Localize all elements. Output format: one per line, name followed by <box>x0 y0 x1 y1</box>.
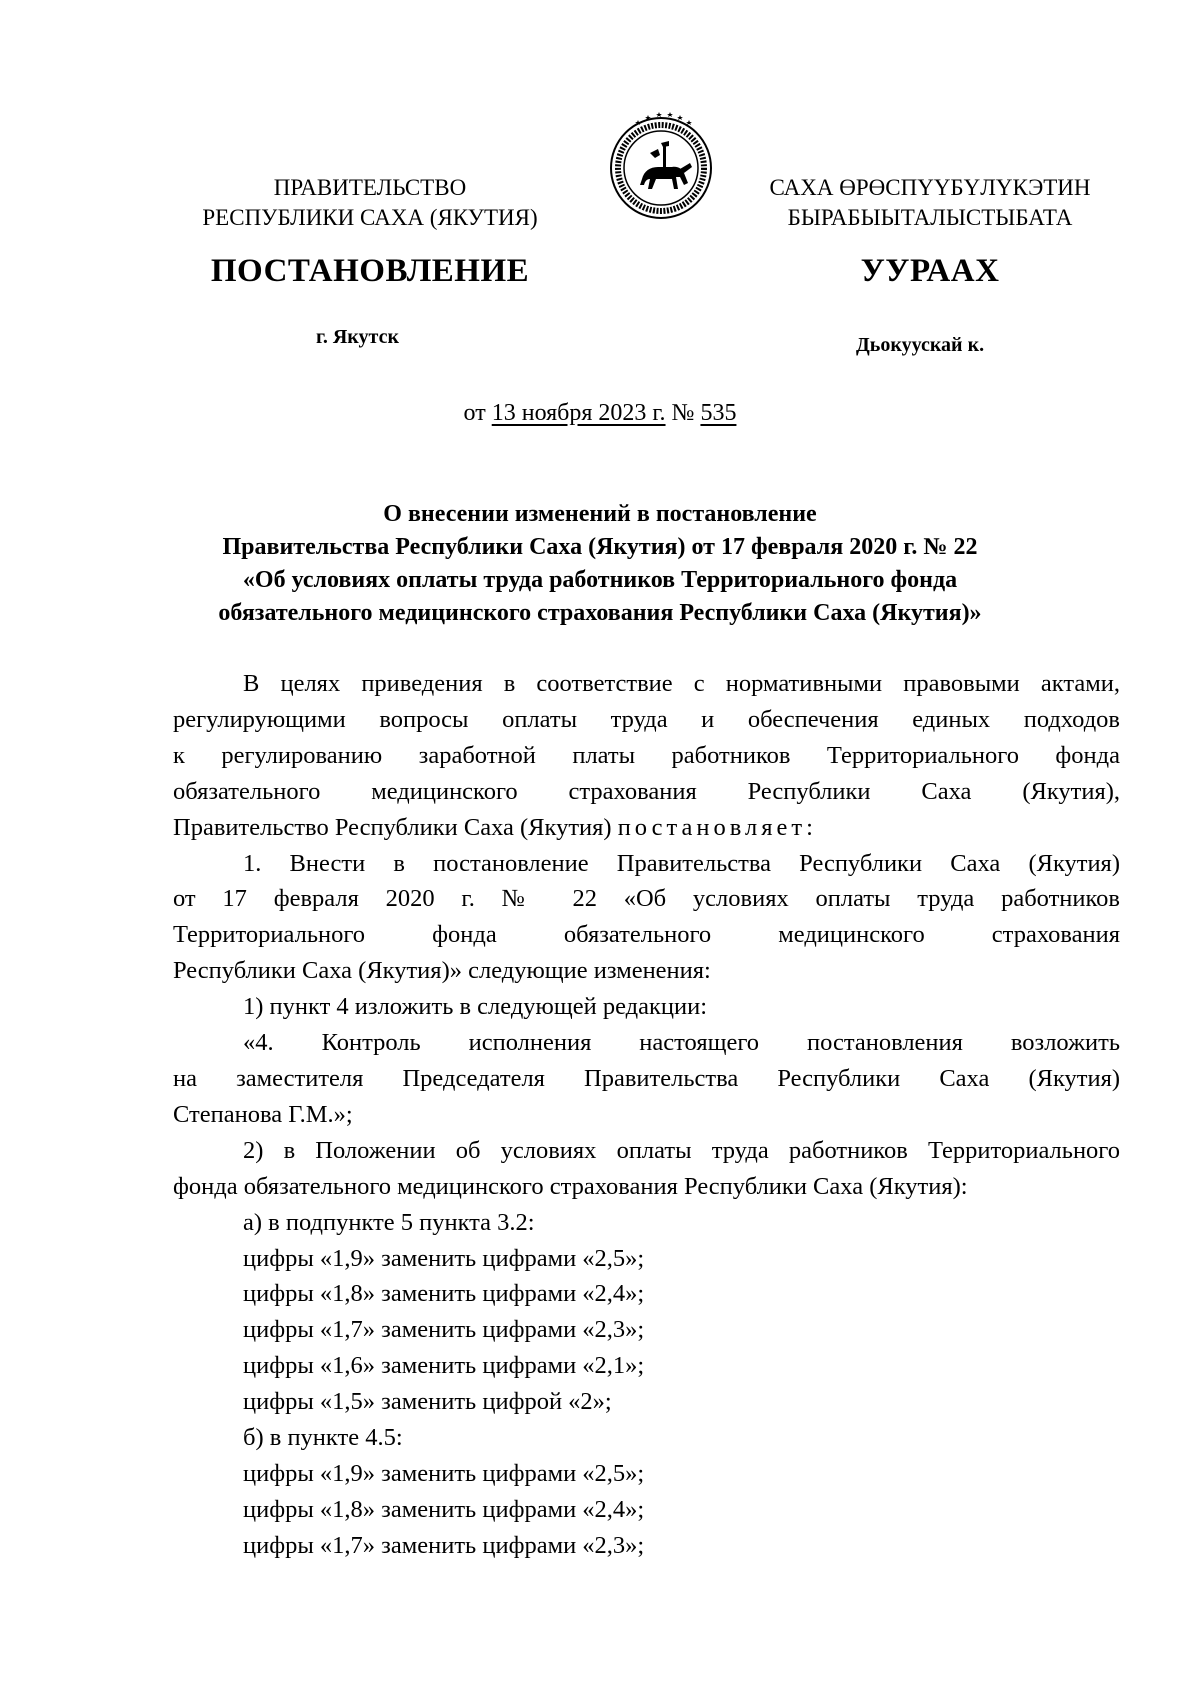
city-ru: г. Якутск <box>316 326 399 348</box>
body-line: фонда обязательного медицинского страхования Республики Саха (Якутия): <box>173 1172 968 1200</box>
date-number-line <box>0 400 1200 427</box>
header-right-line2: БЫРАБЫЫТАЛЫСТЫБАТА <box>787 205 1073 230</box>
number-value: 535 <box>700 400 737 426</box>
document-body <box>173 666 1120 1564</box>
list-item: цифры «1,8» заменить цифрами «2,4»; <box>243 1495 645 1523</box>
body-line: регулирующими вопросы оплаты труда и обеспечения единых подходов <box>173 705 1120 733</box>
body-line: к регулированию заработной платы работников Территориального фонда <box>173 741 1120 769</box>
header-left-line1: ПРАВИТЕЛЬСТВО <box>273 175 467 200</box>
list-item: цифры «1,7» заменить цифрами «2,3»; <box>243 1316 645 1344</box>
body-text: Правительство Республики Саха (Якутия) <box>173 813 612 841</box>
spaced-word: постановляет: <box>617 813 817 841</box>
doc-type-ru: ПОСТАНОВЛЕНИЕ <box>210 253 530 289</box>
header-left <box>160 173 580 233</box>
title-line: Правительства Республики Саха (Якутия) от 17 февраля 2020 г. № 22 <box>222 534 978 560</box>
document-title <box>120 498 1080 630</box>
body-line: обязательного медицинского страхования Республики Саха (Якутия), <box>173 777 1120 805</box>
list-item: цифры «1,8» заменить цифрами «2,4»; <box>243 1280 645 1308</box>
body-line: 1. Внести в постановление Правительства Республики Саха (Якутия) <box>243 849 1120 877</box>
body-line: 1) пункт 4 изложить в следующей редакции: <box>243 993 708 1021</box>
list-item: а) в подпункте 5 пункта 3.2: <box>243 1208 535 1236</box>
title-line: обязательного медицинского страхования Республики Саха (Якутия)» <box>218 600 982 626</box>
number-sign: № <box>671 400 695 426</box>
date-value: 13 ноября 2023 г. <box>491 400 666 426</box>
doc-type-sah: УУРААХ <box>860 253 1000 289</box>
list-item: б) в пункте 4.5: <box>243 1424 403 1452</box>
body-line: Республики Саха (Якутия)» следующие изменения: <box>173 957 711 985</box>
list-item: цифры «1,9» заменить цифрами «2,5»; <box>243 1244 645 1272</box>
city-sah: Дьокуускай к. <box>856 334 985 356</box>
body-line: «4. Контроль исполнения настоящего постановления возложить <box>243 1029 1120 1057</box>
body-line <box>173 810 1120 846</box>
body-line: от 17 февраля 2020 г. № 22 «Об условиях оплаты труда работников <box>173 885 1120 913</box>
body-line: Территориального фонда обязательного медицинского страхования <box>173 921 1120 949</box>
header-right-line1: САХА ӨРӨСПҮҮБҮЛҮКЭТИН <box>769 175 1091 200</box>
date-prefix: от <box>463 400 486 426</box>
coat-of-arms-icon <box>606 111 716 221</box>
title-line: «Об условиях оплаты труда работников Территориального фонда <box>242 567 958 593</box>
body-line: Степанова Г.М.»; <box>173 1100 353 1128</box>
body-line: 2) в Положении об условиях оплаты труда работников Территориального <box>243 1136 1120 1164</box>
header-right <box>730 173 1130 233</box>
title-line: О внесении изменений в постановление <box>383 501 817 527</box>
list-item: цифры «1,6» заменить цифрами «2,1»; <box>243 1352 645 1380</box>
header-left-line2: РЕСПУБЛИКИ САХА (ЯКУТИЯ) <box>202 205 538 230</box>
list-item: цифры «1,9» заменить цифрами «2,5»; <box>243 1459 645 1487</box>
list-item: цифры «1,5» заменить цифрой «2»; <box>243 1388 612 1416</box>
body-line: на заместителя Председателя Правительства Республики Саха (Якутия) <box>173 1064 1120 1092</box>
list-item: цифры «1,7» заменить цифрами «2,3»; <box>243 1531 645 1559</box>
body-line: В целях приведения в соответствие с нормативными правовыми актами, <box>243 670 1120 697</box>
